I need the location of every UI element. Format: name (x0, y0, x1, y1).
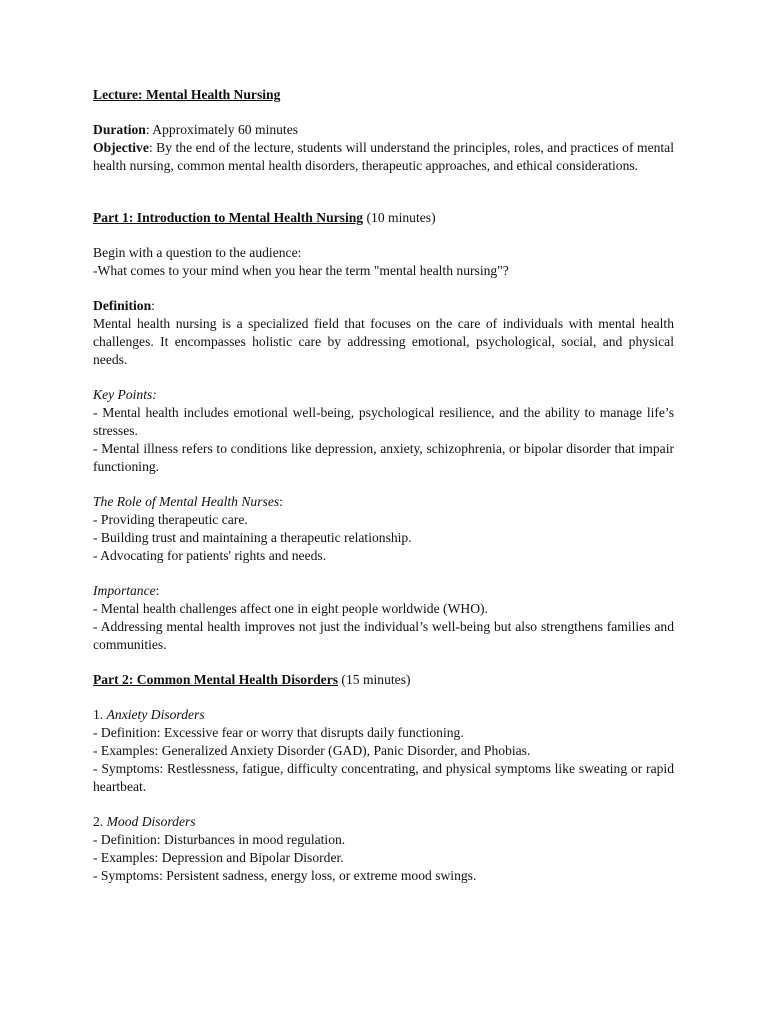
importance-label: Importance (93, 583, 156, 598)
importance-item: - Mental health challenges affect one in eight people worldwide (WHO). (93, 601, 488, 616)
disorder-name: Mood Disorders (106, 814, 196, 829)
part1-intro: Begin with a question to the audience: (93, 245, 302, 260)
key-points-label: Key Points: (93, 387, 157, 402)
importance-colon: : (155, 583, 160, 598)
importance-item: - Addressing mental health improves not just the individual’s well-being but also strengthens families and communities. (93, 619, 674, 652)
role-item: - Providing therapeutic care. (93, 512, 248, 527)
disorder-title-line (93, 813, 674, 831)
roles-label-line (93, 493, 674, 511)
part1-question: -What comes to your mind when you hear the term "mental health nursing"? (93, 263, 509, 278)
disorder-item: - Definition: Disturbances in mood regulation. (93, 832, 346, 847)
key-point-item: - Mental health includes emotional well-being, psychological resilience, and the ability to manage life’s stresses. (93, 405, 674, 438)
disorder-item: - Symptoms: Restlessness, fatigue, difficulty concentrating, and physical symptoms like sweating or rapid heartbeat. (93, 761, 674, 794)
key-point-item: - Mental illness refers to conditions like depression, anxiety, schizophrenia, or bipolar disorder that impair functioning. (93, 441, 674, 474)
role-item: - Building trust and maintaining a therapeutic relationship. (93, 530, 412, 545)
part1-heading-line (93, 209, 674, 227)
definition-colon: : (151, 298, 155, 313)
importance-label-line (93, 582, 674, 600)
part1-time: (10 minutes) (363, 210, 436, 225)
disorder-name: Anxiety Disorders (106, 707, 205, 722)
disorder-item: - Symptoms: Persistent sadness, energy loss, or extreme mood swings. (93, 868, 477, 883)
roles-colon: : (279, 494, 283, 509)
part1-heading: Part 1: Introduction to Mental Health Nursing (93, 210, 364, 225)
duration-label: Duration (93, 122, 146, 137)
roles-label: The Role of Mental Health Nurses (93, 494, 280, 509)
key-points-label-line (93, 386, 674, 404)
part2-time: (15 minutes) (338, 672, 411, 687)
duration-line (93, 121, 674, 139)
disorder-number: 2. (93, 814, 107, 829)
duration-value: : Approximately 60 minutes (145, 122, 299, 137)
definition-text: Mental health nursing is a specialized field that focuses on the care of individuals with mental health challenges. It encompasses holistic care by addressing emotional, psychological, social, and physical needs. (93, 316, 674, 367)
document-page (93, 86, 674, 885)
document-title: Lecture: Mental Health Nursing (93, 87, 281, 102)
part2-heading: Part 2: Common Mental Health Disorders (93, 672, 339, 687)
definition-label-line (93, 297, 674, 315)
definition-label: Definition (93, 298, 152, 313)
objective-paragraph (93, 139, 674, 175)
disorder-item: - Examples: Generalized Anxiety Disorder (GAD), Panic Disorder, and Phobias. (93, 743, 531, 758)
disorder-item: - Definition: Excessive fear or worry that disrupts daily functioning. (93, 725, 464, 740)
objective-label: Objective (93, 140, 149, 155)
disorder-item: - Examples: Depression and Bipolar Disorder. (93, 850, 344, 865)
disorder-title-line (93, 706, 674, 724)
role-item: - Advocating for patients' rights and needs. (93, 548, 327, 563)
disorder-number: 1. (93, 707, 107, 722)
objective-text: : By the end of the lecture, students will understand the principles, roles, and practices of mental health nursing, common mental health disorders, therapeutic approaches, and ethical considerations. (93, 140, 674, 173)
part2-heading-line (93, 671, 674, 689)
